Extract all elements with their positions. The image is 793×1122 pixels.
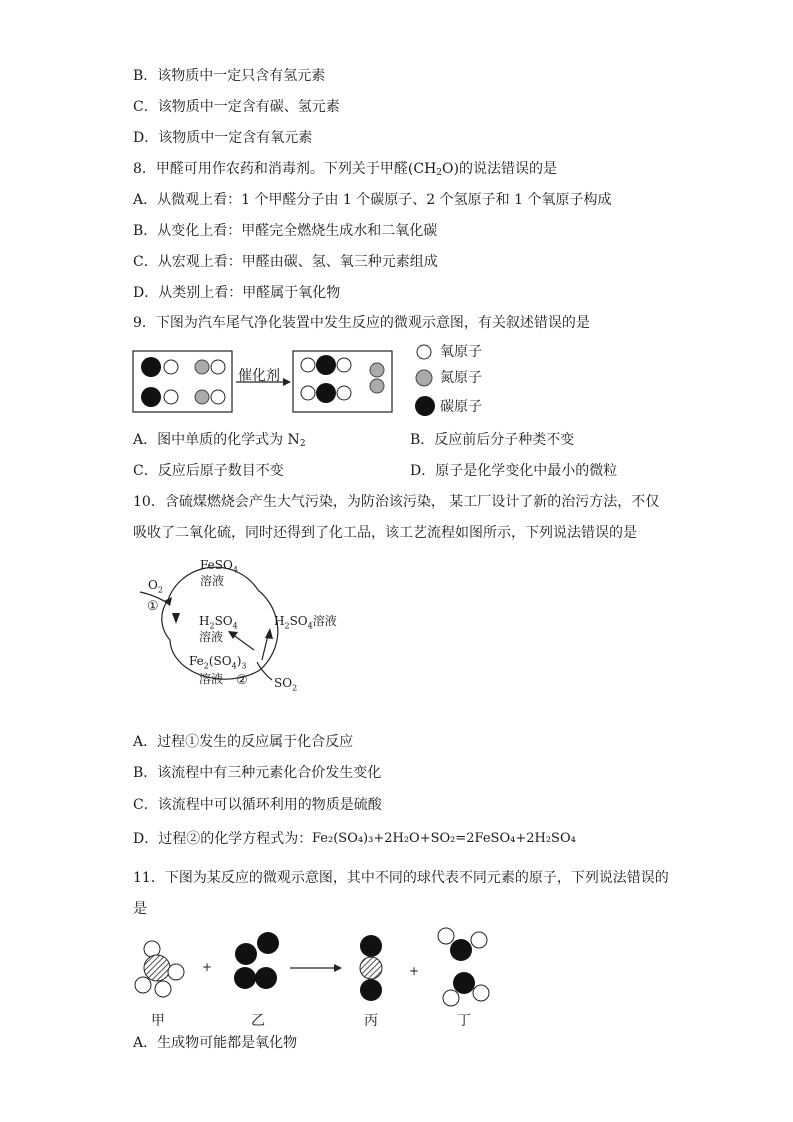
oxygen-atom <box>337 358 351 372</box>
nitrogen-atom <box>195 390 209 404</box>
fe2so43-label: $Fe_2(SO_4)_3$ <box>189 654 247 671</box>
label-yi: 乙 <box>251 1013 265 1029</box>
legend-nitrogen-icon <box>416 370 432 386</box>
feso4-label: FeSO$_4$ <box>200 558 238 575</box>
oxygen-atom <box>301 386 315 400</box>
q11-stem-line2: 是 <box>133 901 147 917</box>
molecule-ding-bottom <box>443 972 489 1006</box>
q8-option-a: A．从微观上看：1 个甲醛分子由 1 个碳原子、2 个氢原子和 1 个氧原子构成 <box>133 192 612 208</box>
dark-atom <box>255 967 277 989</box>
carbon-atom <box>141 387 161 407</box>
q7-option-b: B．该物质中一定只含有氢元素 <box>133 68 326 84</box>
molecule-bing <box>360 935 382 1001</box>
down-arrow-icon <box>172 613 180 624</box>
molecule-yi <box>234 932 279 989</box>
oxygen-atom <box>211 360 225 374</box>
small-atom <box>155 981 171 997</box>
up-arrow-icon <box>265 628 273 639</box>
dark-atom <box>360 935 382 957</box>
h2so4-inner-label: $H_2SO_4$ <box>199 614 238 631</box>
q9-option-d: D．原子是化学变化中最小的微粒 <box>410 463 618 479</box>
oxygen-atom <box>211 390 225 404</box>
dark-atom <box>257 932 279 954</box>
arrow-head-icon <box>283 378 291 386</box>
hatched-atom <box>144 955 170 981</box>
co2-molecule <box>301 383 351 403</box>
nitrogen-atom <box>370 379 384 393</box>
molecule-ding-top <box>438 928 487 961</box>
h2so4-outlet-label: $H_2SO_4$溶液 <box>274 614 337 631</box>
step1-marker: ① <box>147 599 159 614</box>
no-molecule <box>195 360 225 374</box>
oxygen-atom <box>301 358 315 372</box>
o2-label: $O_2$ <box>148 578 163 595</box>
plus-sign-1: + <box>202 960 213 974</box>
small-atom <box>473 985 489 1001</box>
small-atom <box>135 977 151 993</box>
dark-atom <box>450 939 472 961</box>
catalyst-label: 催化剂 <box>238 368 280 384</box>
fe2so43-solution-label: 溶液 <box>199 672 224 686</box>
h2so4-inner-solution-label: 溶液 <box>199 630 224 644</box>
q9-option-a: A．图中单质的化学式为 $N_2$ <box>133 432 306 449</box>
dark-atom <box>235 943 257 965</box>
small-atom <box>438 928 454 944</box>
q8-option-c: C．从宏观上看：甲醛由碳、氢、氧三种元素组成 <box>133 254 438 270</box>
label-bing: 丙 <box>364 1013 378 1029</box>
q10-option-b: B．该流程中有三种元素化合价发生变化 <box>133 765 382 781</box>
q10-option-d-prefix: D．过程②的化学方程式为： <box>133 831 313 847</box>
h2so4-branch-line <box>232 634 254 650</box>
q10-stem-line2: 吸收了二氧化硫，同时还得到了化工品，该工艺流程如图所示，下列说法错误的是 <box>133 525 637 541</box>
plus-sign-2: + <box>409 964 420 978</box>
oxygen-atom <box>337 386 351 400</box>
feso4-solution-label: 溶液 <box>200 574 225 588</box>
q8-option-b: B．从变化上看：甲醛完全燃烧生成水和二氧化碳 <box>133 223 438 239</box>
q11-arrow-head-icon <box>334 964 342 972</box>
q9-stem: 9．下图为汽车尾气净化装置中发生反应的微观示意图，有关叙述错误的是 <box>133 315 590 331</box>
legend-carbon-label: 碳原子 <box>440 399 482 415</box>
nitrogen-atom <box>195 360 209 374</box>
nitrogen-atom <box>370 363 384 377</box>
q7-option-c: C．该物质中一定含有碳、氢元素 <box>133 99 340 115</box>
q9-option-b: B．反应前后分子种类不变 <box>410 432 575 448</box>
no-molecule <box>195 390 225 404</box>
carbon-atom <box>316 383 336 403</box>
q9-option-c: C．反应后原子数目不变 <box>133 463 284 479</box>
legend-carbon-icon <box>415 396 435 416</box>
oxygen-atom <box>164 360 178 374</box>
carbon-atom <box>141 357 161 377</box>
so2-label: $SO_2$ <box>274 676 298 693</box>
dark-atom <box>453 972 475 994</box>
q11-stem-line1: 11．下图为某反应的微观示意图，其中不同的球代表不同元素的原子，下列说法错误的 <box>133 870 669 886</box>
step2-marker: ② <box>236 673 248 688</box>
hatched-atom <box>360 957 382 979</box>
oxygen-atom <box>164 390 178 404</box>
small-atom <box>168 964 184 980</box>
molecule-jia <box>135 941 184 997</box>
legend-nitrogen-label: 氮原子 <box>440 370 482 386</box>
legend-oxygen-icon <box>417 345 431 359</box>
q10-stem-line1: 10．含硫煤燃烧会产生大气污染，为防治该污染， 某工厂设计了新的治污方法，不仅 <box>133 494 660 510</box>
dark-atom <box>234 967 256 989</box>
legend-oxygen-label: 氧原子 <box>440 344 482 360</box>
q8-stem: 8．甲醛可用作农药和消毒剂。下列关于甲醛$(CH_2O)$的说法错误的是 <box>133 161 557 178</box>
n2-molecule <box>370 363 384 393</box>
carbon-atom <box>316 355 336 375</box>
label-ding: 丁 <box>457 1013 471 1029</box>
q10-option-c: C．该流程中可以循环利用的物质是硫酸 <box>133 797 382 813</box>
small-atom <box>471 932 487 948</box>
co-molecule <box>141 357 178 377</box>
h2so4-outlet-line <box>262 635 268 660</box>
small-atom <box>443 990 459 1006</box>
q11-option-a: A．生成物可能都是氧化物 <box>133 1035 298 1051</box>
label-jia: 甲 <box>151 1013 165 1029</box>
co-molecule <box>141 387 178 407</box>
co2-molecule <box>301 355 351 375</box>
q8-option-d: D．从类别上看：甲醛属于氧化物 <box>133 285 341 301</box>
q7-option-d: D．该物质中一定含有氧元素 <box>133 130 313 146</box>
dark-atom <box>360 979 382 1001</box>
q10-option-d-equation: Fe₂(SO₄)₃+2H₂O+SO₂=2FeSO₄+2H₂SO₄ <box>312 831 576 846</box>
q10-option-a: A．过程①发生的反应属于化合反应 <box>133 734 354 750</box>
cycle-arc-left <box>162 600 170 640</box>
